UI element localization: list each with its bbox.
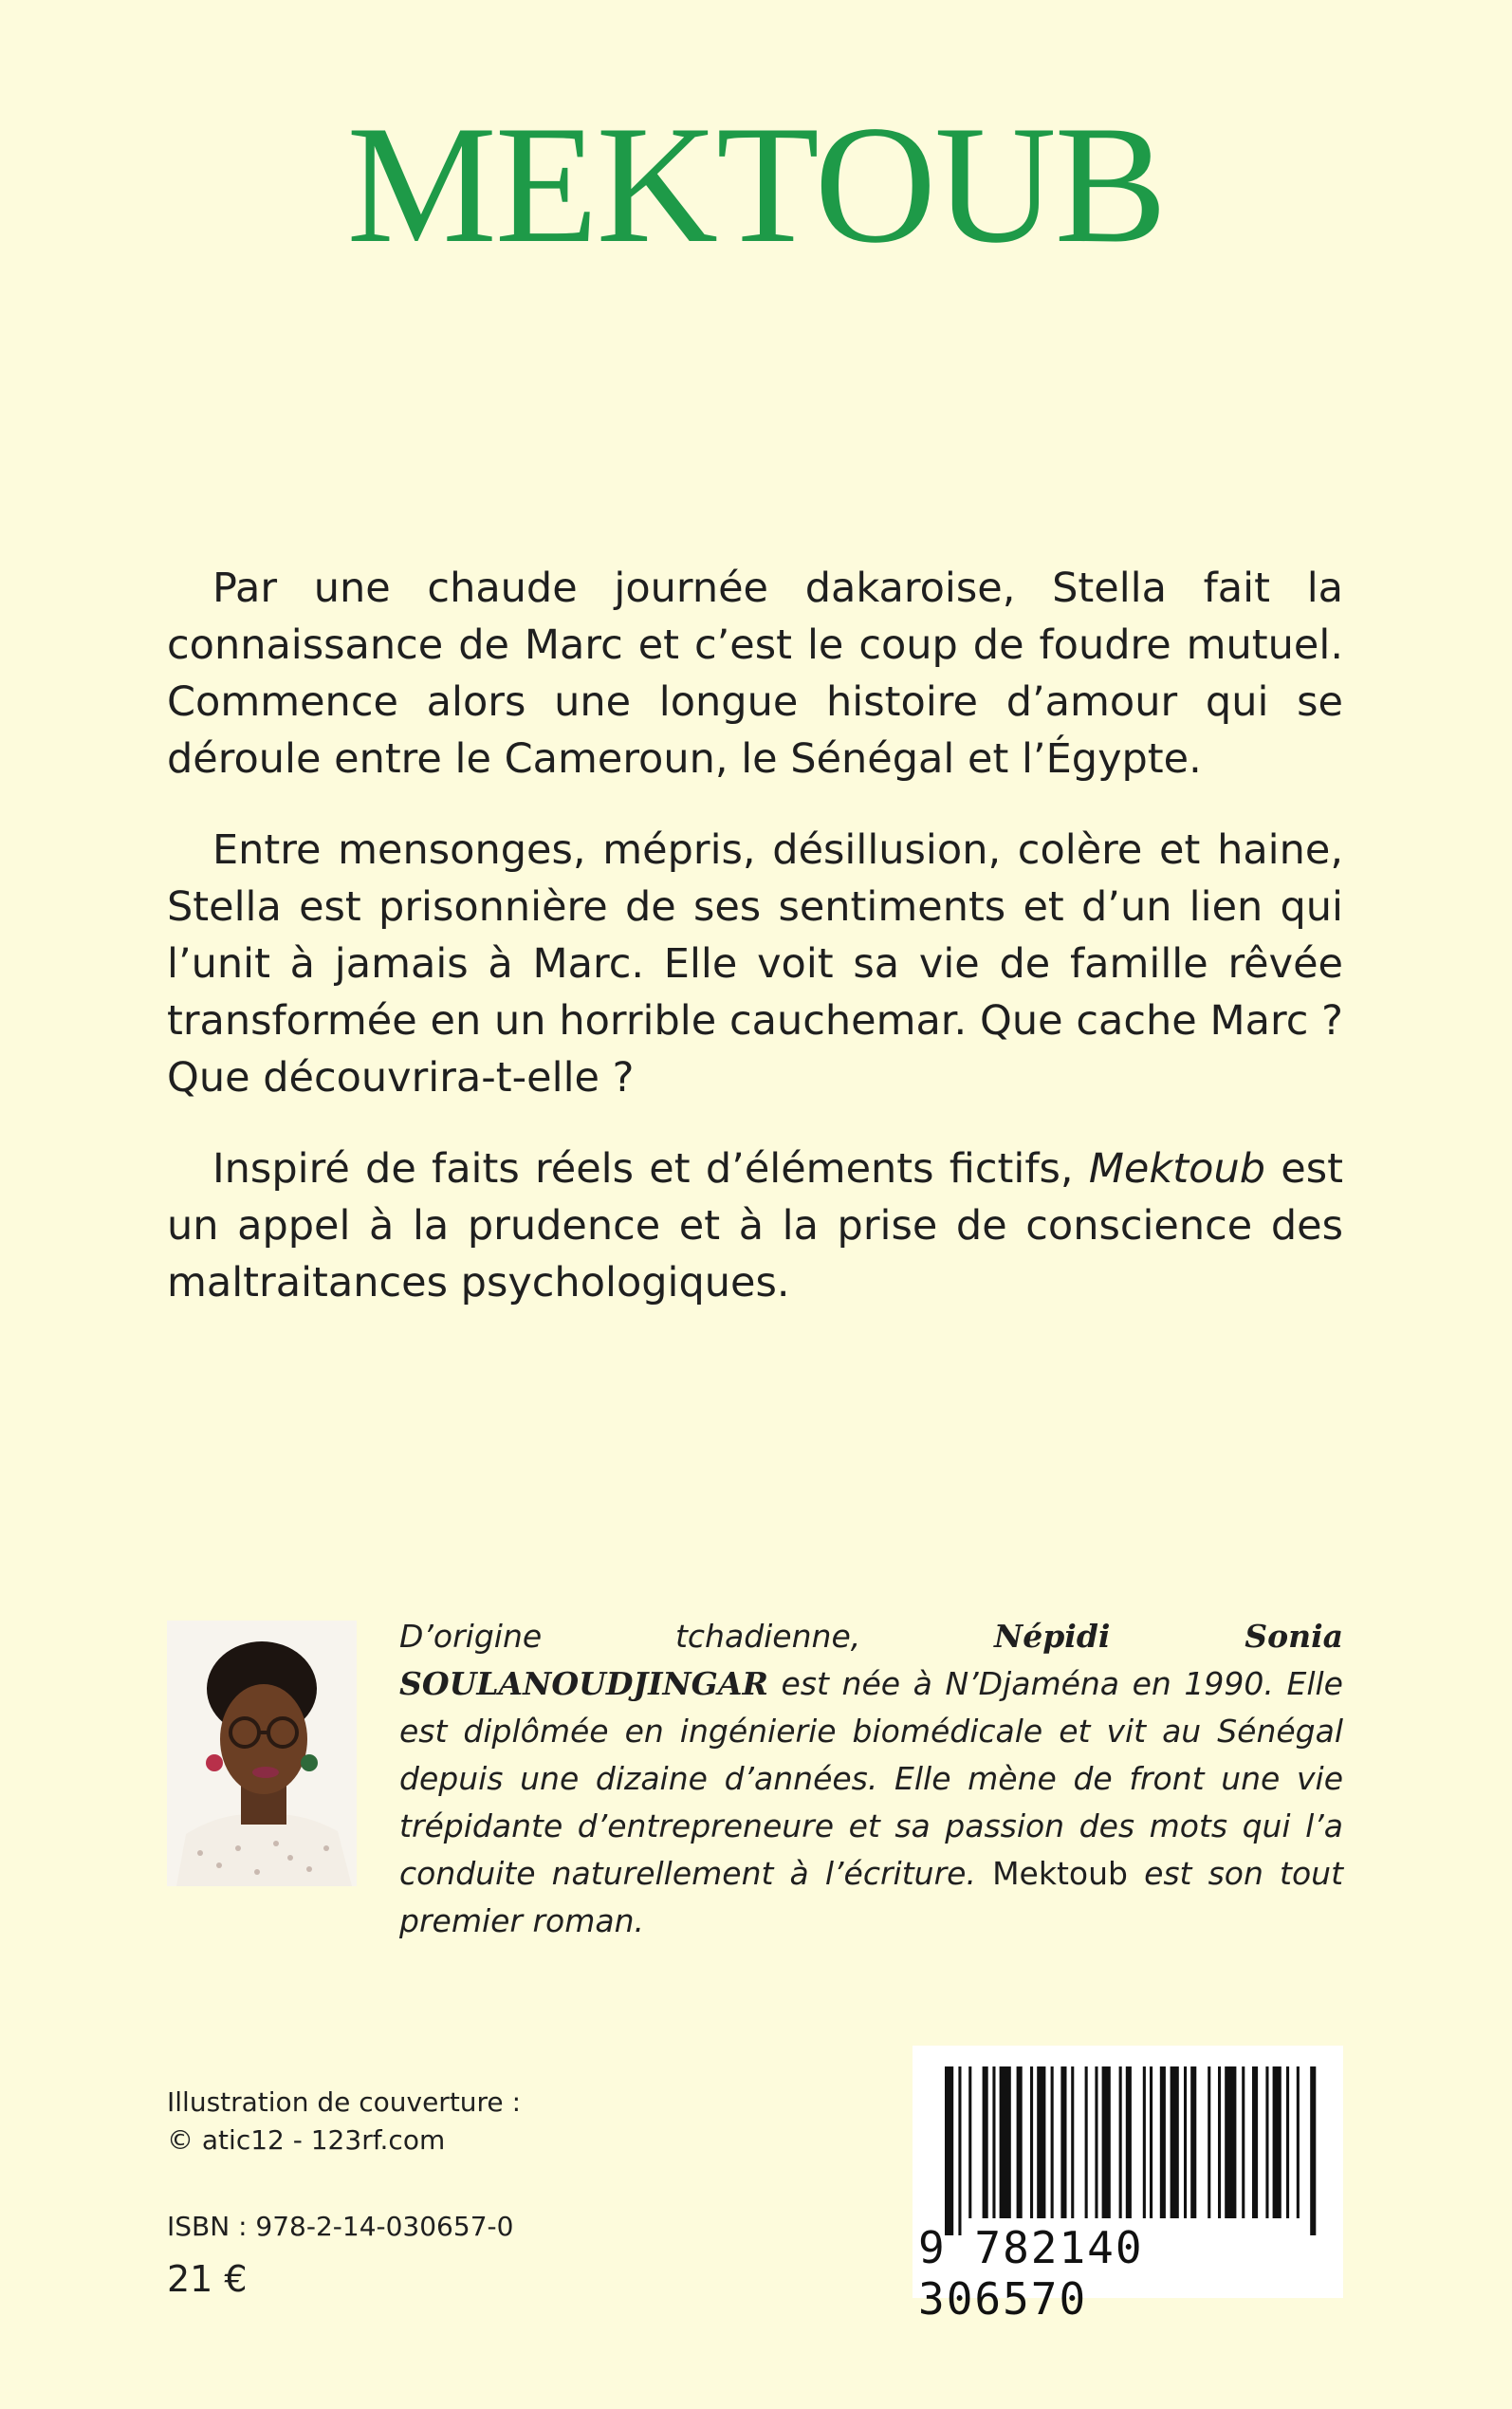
barcode-bar (1310, 2066, 1316, 2235)
barcode-bar (1208, 2066, 1210, 2218)
barcode-bar (1126, 2066, 1132, 2218)
author-bio (399, 1613, 1343, 1945)
synopsis-paragraph-3 (167, 1140, 1343, 1311)
price: 21 € (167, 2258, 248, 2300)
barcode-bar (1171, 2066, 1179, 2218)
author-name: Népidi Sonia SOULANOUDJINGAR (399, 1618, 1343, 1702)
barcode-bar (1000, 2066, 1011, 2218)
barcode-bar (1184, 2066, 1187, 2218)
barcode-bar (992, 2066, 995, 2218)
barcode-bar (1017, 2066, 1023, 2218)
barcode-bar (1037, 2066, 1045, 2218)
barcode-bar (945, 2066, 953, 2235)
barcode-bar (1160, 2066, 1166, 2218)
barcode-bar (1218, 2066, 1221, 2218)
barcode-bar (1071, 2066, 1074, 2218)
barcode-bar (1273, 2066, 1282, 2218)
barcode-bar (1190, 2066, 1196, 2218)
barcode-bar (1242, 2066, 1245, 2218)
synopsis-paragraph-2: Entre mensonges, mépris, désillusion, colère et haine, Stella est prisonnière de ses sentiments et d’un lien qui l’unit à jamais à Marc. Elle voit sa vie de famille rêvée transformée en un horrible cauchemar. Que cache Marc ? Que découvrira-t-elle ? (167, 826, 1343, 1102)
credits-line-2: © atic12 - 123rf.com (167, 2124, 446, 2156)
cover-credits (167, 2084, 521, 2159)
author-photo (167, 1621, 357, 1886)
barcode-bar (1265, 2066, 1268, 2218)
barcode-bar (983, 2066, 988, 2218)
bio-start: D’origine tchadienne, (399, 1618, 995, 1655)
bio-end: est son tout premier roman. (399, 1855, 1344, 1939)
synopsis-p3-title: Mektoub (1088, 1145, 1266, 1193)
barcode-bar (1143, 2066, 1146, 2218)
synopsis (167, 560, 1343, 1345)
barcode-bar (958, 2066, 961, 2235)
synopsis-p3-start: Inspiré de faits réels et d’éléments fictifs, (212, 1145, 1089, 1193)
barcode-bar (1225, 2066, 1236, 2218)
barcode-bar (1286, 2066, 1289, 2218)
barcode-bar (1060, 2066, 1066, 2218)
isbn: ISBN : 978-2-14-030657-0 (167, 2211, 514, 2242)
barcode-bar (1030, 2066, 1033, 2218)
barcode (913, 2046, 1343, 2325)
barcode-digits: 9 782140 306570 (918, 2222, 1144, 2325)
barcode-bar (1085, 2066, 1088, 2218)
barcode-bar (1297, 2066, 1300, 2218)
barcode-bar (1095, 2066, 1097, 2218)
book-title: MEKTOUB (346, 90, 1166, 278)
barcode-bar (1102, 2066, 1111, 2218)
bio-middle: est née à N’Djaména en 1990. Elle est diplômée en ingénierie biomédicale et vit au Sénégal depuis une dizaine d’années. Elle mène de front une vie trépidante d’entrepreneure et sa passion des mots qui l’a conduite naturellement à l’écriture. (399, 1665, 1343, 1892)
barcode-bar (1051, 2066, 1054, 2218)
synopsis-p3-end: est un appel à la prudence et à la prise de conscience des maltraitances psychologiques. (167, 1145, 1344, 1306)
synopsis-paragraph-1: Par une chaude journée dakaroise, Stella fait la connaissance de Marc et c’est le coup de foudre mutuel. Commence alors une longue histoire d’amour qui se déroule entre le Cameroun, le Sénégal et l’Égypte. (167, 565, 1343, 783)
bio-book-title: Mektoub (992, 1855, 1128, 1892)
barcode-bar (1150, 2066, 1152, 2218)
credits-line-1: Illustration de couverture : (167, 2086, 521, 2118)
barcode-bar (968, 2066, 971, 2218)
barcode-bar (1119, 2066, 1122, 2218)
barcode-bar (1252, 2066, 1258, 2218)
